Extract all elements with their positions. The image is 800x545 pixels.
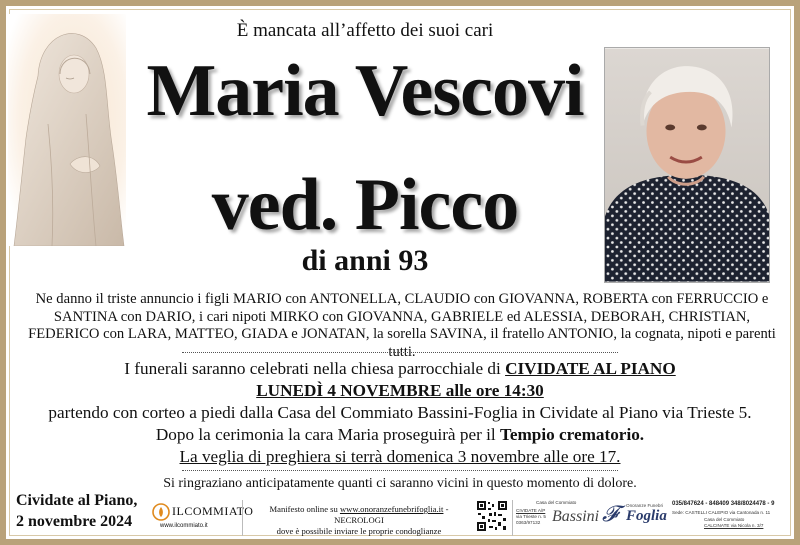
funeral-details [30, 358, 770, 468]
bassini-address-line: via Trieste n. 5 [516, 513, 546, 519]
portrait-photo [604, 47, 770, 283]
dotted-divider [182, 470, 618, 471]
flame-icon [152, 503, 170, 521]
funeral-church-line [30, 358, 770, 380]
announcement-line: Ne danno il triste annuncio i figli MARIO con ANTONELLA, CLAUDIO con GIOVANNA, ROBERTA con FERRUCCIO e [35, 291, 769, 307]
announcement-line: SANTINA con DARIO, i cari nipoti MIRKO con GIOVANNA, GABRIELE ed ALESSIA, DEBORAH, CHRISTIAN, [53, 308, 751, 325]
family-announcement [22, 291, 782, 361]
date: 2 novembre 2024 [16, 513, 133, 530]
bassini-logo [516, 500, 600, 536]
manifesto-suffix: - NECROLOGI [334, 504, 449, 525]
funeral-church-text: I funerali saranno celebrati nella chiesa parrocchiale di [124, 359, 506, 378]
deceased-name: Maria Vescovi [146, 50, 584, 132]
manifesto-link[interactable]: www.onoranzefunebrifoglia.it [339, 504, 444, 514]
foglia-f-icon: 𝓕 [602, 501, 619, 526]
manifesto-prefix: Manifesto online su [269, 504, 340, 514]
dotted-divider [182, 352, 618, 353]
funeral-cremation-line [30, 424, 770, 446]
manifesto-line2: dove è possibile inviare le proprie condoglianze [276, 526, 442, 536]
vigil-line: La veglia di preghiera si terrà domenica 3 novembre alle ore 17. [179, 447, 621, 466]
manifesto-line [246, 504, 472, 526]
foglia-logo [600, 498, 788, 538]
bassini-phone: 0363/97132 [516, 519, 541, 525]
ilcommiato-url[interactable]: www.ilcommiato.it [160, 523, 208, 529]
foglia-caption: Casa del Commiato [704, 517, 745, 522]
funeral-procession: partendo con corteo a piedi dalla Casa del Commiato Bassini-Foglia in Cividate al Piano via Trieste 5. [48, 403, 752, 422]
foglia-phones: 035/847624 - 848409 348/8024478 - 9 [672, 501, 775, 507]
deceased-age: di anni 93 [301, 244, 429, 277]
thanks-line: Si ringraziano anticipatamente quanti ci saranno vicini in questo momento di dolore. [163, 476, 637, 491]
ilcommiato-logo [152, 501, 254, 535]
ilcommiato-wordmark: ILCOMMIATO [172, 504, 254, 518]
cremation-text: Dopo la cerimonia la cara Maria proseguirà per il [155, 425, 500, 444]
foglia-wordmark: Foglia [626, 508, 667, 524]
place: Cividate al Piano, [16, 492, 138, 509]
funeral-church-place: CIVIDATE AL PIANO [505, 359, 676, 378]
bassini-wordmark: Bassini [552, 508, 600, 525]
bassini-address [516, 508, 546, 525]
foglia-sede: Sede: CASTELLI CALEPIO via Cantonada n. 11 [672, 510, 771, 515]
foglia-address: CALCINATE via Nicola n. 3/7 [704, 523, 764, 528]
footer-separator [512, 500, 513, 536]
announcement-line: FEDERICO con LARA, MATTEO, GIADA e JONATAN, la sorella SAVINA, il fratello ANTONIO, la cognata, nipoti e parenti tutti. [28, 326, 776, 360]
deceased-widow-of: ved. Picco [211, 164, 519, 246]
bassini-caption: Casa del Commiato [536, 500, 577, 505]
qr-code-icon[interactable] [476, 500, 508, 532]
foglia-label: Onoranze Funebri [626, 503, 664, 508]
cremation-place: Tempio crematorio. [499, 425, 645, 444]
footer-separator [242, 500, 243, 536]
place-date [16, 490, 156, 532]
funeral-datetime: LUNEDÌ 4 NOVEMBRE alle ore 14:30 [256, 381, 544, 400]
intro-line: È mancata all’affetto dei suoi cari [236, 20, 494, 41]
madonna-statue-image [8, 14, 126, 246]
manifesto-online [246, 504, 472, 537]
bassini-address-line: CIVIDATE A/P [516, 508, 546, 513]
